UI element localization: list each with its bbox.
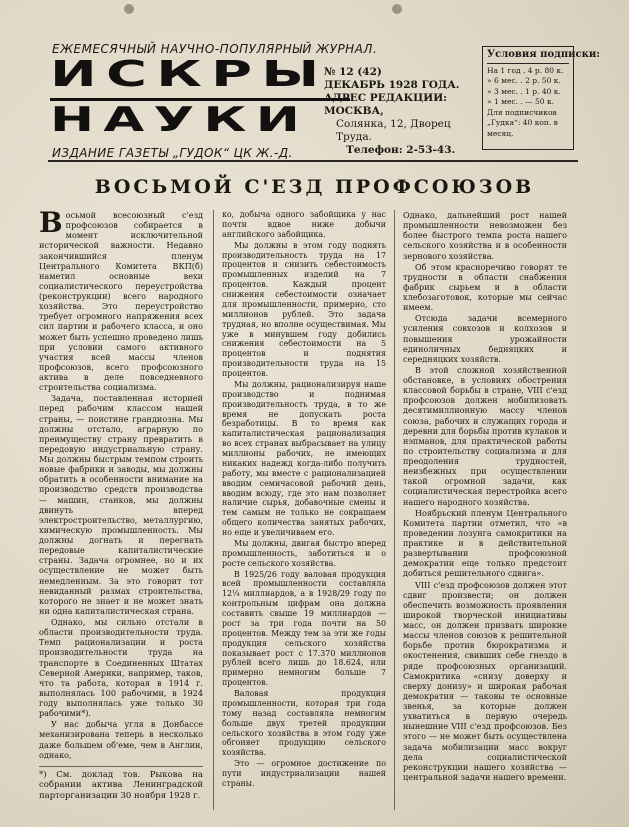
- subscription-title: Условия подписки:: [487, 50, 569, 64]
- subscription-row: месяц.: [487, 128, 514, 138]
- punch-hole: [392, 4, 402, 14]
- paragraph: У нас добыча угля в Донбассе механизирована теперь в несколько даже большем об'еме, чем в Англии, однако,: [39, 719, 203, 760]
- issue-date: ДЕКАБРЬ 1928 ГОДА.: [324, 79, 460, 91]
- paragraph: В 1925/26 году валовая продукция всей промышленности составляла 12¼ миллиардов, а в 1928/29 году по контрольным цифрам она должна составить свыше 19 миллиардов — рост за три года почти на 50 процентов. Между тем за эти же годы продукция сельского хозяйства показывает рост с 17.370 миллионов рублей всего лишь до 18.624, или примерно немногим больше 7 процентов.: [222, 569, 386, 688]
- paragraph: Валовая продукция промышленности, которая три года тому назад составляла немногим больше двух третей продукции сельского хозяйства в этом году уже обгоняет продукцию сельского хозяйства.: [222, 689, 386, 758]
- masthead-kicker: ЕЖЕМЕСЯЧНЫЙ НАУЧНО-ПОПУЛЯРНЫЙ ЖУРНАЛ.: [52, 42, 378, 56]
- paragraph: Задача, поставленная историей перед рабочим классом нашей страны, — поистине грандиозна. Мы должны отстало, аграрную по преимуществу страну превратить в передовую индустриальную страну. Мы должны быстрым темпом строить новые фабрики и заводы, мы должны обратить в особенности внимание на производство средств производства — машин, станков, мы должны двинуть вперед электростроительство, металлургию, химическую промышленность. Мы должны догнать и перегнать передовые капиталистические страны. Задача огромнее, но и их осуществление не может быть немедленным. За это говорит тот невиданный размах строительства, которого не знает и не может знать ни одна капиталистическая страна.: [39, 393, 203, 616]
- logo-word-nauki: НАУКИ: [50, 100, 310, 140]
- paragraph: VIII с'езд профсоюзов должен этот сдвиг произвести; он должен обеспечить возможность проявления широкой творческой инициативы масс, он должен призвать широкие массы членов союзов к решительной борьбе против бюрократизма и окостенения, свивших себе гнездо в ряде профсоюзных организаций. Самокритика «снизу доверху и сверху донизу» и широкая рабочая демократия — таковы те основные звенья, за которые должен ухватиться в первую очередь нынешние VIII с'езд профсоюзов. Без этого — не может быть осуществлена задача мобилизации масс вокруг дела социалистической реконструкции нашего хозяйства — центральной задачи нашего времени.: [403, 579, 567, 782]
- paragraph: Восьмой всесоюзный с'езд профсоюзов собирается в момент исключительной исторической важности. Недавно закончившийся пленум Центрального Комитета ВКП(б) наметил основные вехи социалистического переустройства (реконструкции) всего народного хозяйства. Это переустройство требует огромного напряжения всех сил партии и рабочего класса, и оно может быть успешно проведено лишь при условии самого активного участия всей массы членов профсоюзов, всего профсоюзного актива в деле повседневного строительства социализма.: [39, 206, 203, 393]
- subscription-box: [482, 46, 600, 150]
- issue-number: № 12 (42): [324, 66, 382, 78]
- subscription-row: Для подписчиков: [487, 107, 557, 117]
- address-line: Солянка, 12, Дворец Труда.: [336, 118, 451, 143]
- drop-cap: В: [39, 206, 63, 239]
- address-heading: АДРЕС РЕДАКЦИИ: МОСКВА,: [324, 92, 448, 117]
- logo-word-iskry: ИСКРЫ: [50, 54, 329, 95]
- paragraph: В этой сложной хозяйственной обстановке, в условиях обострения классовой борьбы в стране, VIII с'езд профсоюзов должен мобилизовать десятимиллионную массу членов союза, рабочих и служащих города и деревни для борьбы против кулаков и нэпманов, для практической работы по строительству социализма и для преодоления трудностей, неизбежных при осуществлении такой огромной задачи, как социалистическая перестройка всего нашего народного хозяйства.: [403, 364, 567, 507]
- paragraph: Однако, дальнейший рост нашей промышленности невозможен без более быстрого темпа роста нашего сельского хозяйства и в особенности зернового хозяйства.: [403, 210, 567, 261]
- subscription-row: » 6 мес. . 2 р. 50 к.: [487, 76, 561, 85]
- masthead-divider: [48, 160, 578, 162]
- paragraph: Отсюда задачи всемерного усиления совхозов и колхозов и повышения урожайности единоличных бедняцких и середняцких хозяйств.: [403, 313, 567, 364]
- issue-info: [324, 66, 474, 157]
- column-divider: [213, 210, 214, 810]
- paragraph: ко, добыча одного забойщика у нас почти вдвое ниже добычи английского забойщика.: [222, 210, 386, 239]
- punch-hole: [124, 4, 134, 14]
- paragraph: Это — огромное достижение по пути индустриализации нашей страны.: [222, 759, 386, 788]
- article-column-3: [403, 210, 567, 782]
- paragraph: Ноябрьский пленум Центрального Комитета партии отметил, что «в проведении лозунга самокритики на практике и в действительной развертывании профсоюзной демократии еще только предстоит добиться решительного сдвига».: [403, 507, 567, 579]
- article-column-2: [222, 210, 386, 789]
- magazine-logo: [50, 56, 350, 142]
- paragraph: Об этом красноречиво говорят те трудности в области снабжения фабрик сырьем и в области хлебозаготовок, которые мы сейчас имеем.: [403, 261, 567, 313]
- paragraph: Мы должны, рационализируя наше производство и поднимая производительность труда, в то же время не допускать роста безработицы. В то время как капиталистическая рационализация во всех странах выбрасывает на улицу миллионы рабочих, не имеющих никаких надежд когда-либо получить работу, мы вместе с рационализацией вводим семичасовой рабочий день, вводим всюду, где это нам позволяет наличие сырья, добавочные смены и тем самым не только не сокращаем общего количества занятых рабочих, но еще и увеличиваем его.: [222, 379, 386, 537]
- subscription-row: На 1 год . 4 р. 80 к.: [487, 65, 564, 75]
- paragraph: Однако, мы сильно отстали в области производительности труда. Темп рационализации и роста производительности труда на транспорте в Соединенных Штатах Северной Америки, например, таков, что та работа, которая в 1914 г. выполнялась 100 рабочими, в 1924 году выполнялась уже только 30 рабочими*).: [39, 617, 203, 719]
- subscription-row: » 1 мес. . — 50 к.: [487, 97, 555, 106]
- article-column-1: [39, 206, 203, 801]
- footnote: *) См. доклад тов. Рыкова на собрании актива Ленинградской парторганизации 30 ноября 1928 г.: [39, 766, 203, 802]
- column-divider: [394, 210, 395, 810]
- article-headline: ВОСЬМОЙ С'ЕЗД ПРОФСОЮЗОВ: [94, 176, 535, 198]
- masthead-subtitle: ИЗДАНИЕ ГАЗЕТЫ „ГУДОК“ ЦК Ж.-Д.: [52, 146, 293, 160]
- phone: Телефон: 2-53-43.: [346, 144, 456, 156]
- subscription-row: „Гудка“: 40 коп. в: [487, 118, 558, 127]
- subscription-row: » 3 мес. . 1 р. 40 к.: [487, 86, 561, 96]
- paragraph: Мы должны в этом году поднять производительность труда на 17 процентов и снизить себестоимость промышленных изделий на 7 процентов. Каждый процент снижения себестоимости означает для промышленности, примерно, сто миллионов рублей. Это задача трудная, но вполне осуществимая. Мы уже в минувшем году добились снижения себестоимости на 5 процентов и поднятия производительности труда на 15 процентов.: [222, 240, 386, 378]
- paragraph: Мы должны, двигая быстро вперед промышленность, заботиться и о росте сельского хозяйства.: [222, 538, 386, 568]
